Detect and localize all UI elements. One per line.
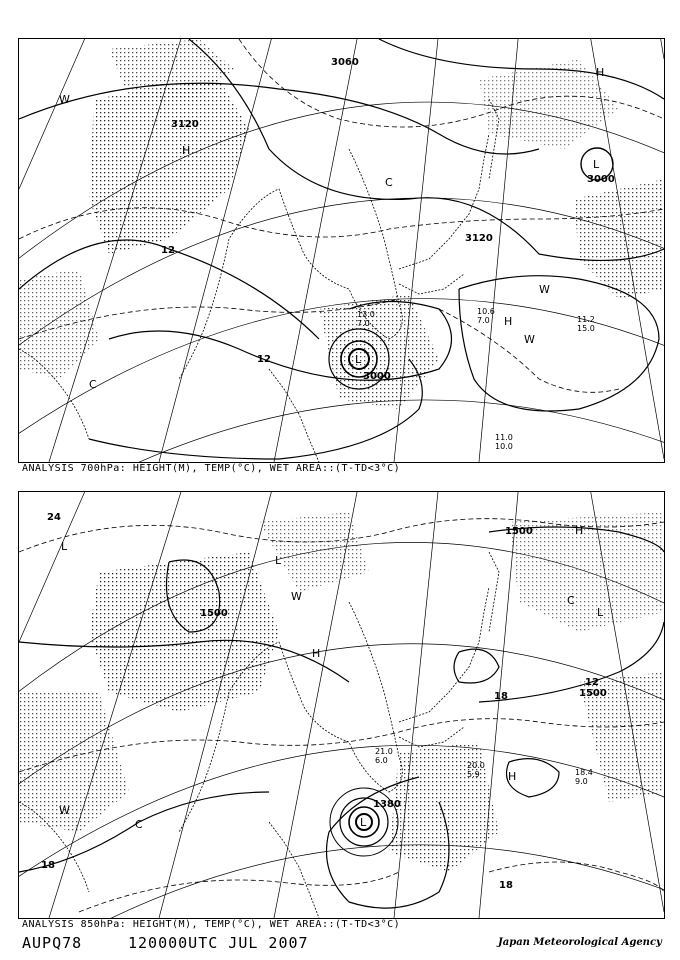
contour-label: 24 (47, 512, 61, 523)
station-temp: 21.0 (375, 747, 393, 756)
high-center-symbol: H (182, 144, 191, 157)
station-temp: 18.4 (575, 768, 593, 777)
contour-label: 18 (499, 880, 513, 891)
high-center-symbol: H (312, 647, 321, 660)
low-center-symbol: L (597, 606, 604, 619)
high-center-symbol: H (508, 770, 517, 783)
station-dewpoint-depression: 5.9 (467, 770, 480, 779)
warm-center-symbol: W (291, 590, 302, 603)
station-dewpoint-depression: 7.0 (477, 316, 490, 325)
station-dewpoint-depression: 7.0 (357, 319, 370, 328)
cold-center-symbol: C (135, 818, 143, 831)
cold-center-symbol: C (89, 378, 97, 391)
low-center-symbol: L (360, 816, 367, 829)
warm-center-symbol: W (524, 333, 535, 346)
low-center-symbol: L (275, 554, 282, 567)
station-temp: 11.2 (577, 315, 595, 324)
contour-label: 1380 (373, 799, 401, 810)
panel-caption-700hpa: ANALYSIS 700hPa: HEIGHT(M), TEMP(°C), WET AREA::(T-TD<3°C) (22, 463, 401, 474)
station-dewpoint-depression: 9.0 (575, 777, 588, 786)
contour-label: 1500 (579, 688, 607, 699)
contour-label: 18 (494, 691, 508, 702)
contour-label: 1500 (505, 526, 533, 537)
contour-label: 18 (41, 860, 55, 871)
panel-caption-850hpa: ANALYSIS 850hPa: HEIGHT(M), TEMP(°C), WET AREA::(T-TD<3°C) (22, 919, 401, 930)
station-dewpoint-depression: 6.0 (375, 756, 388, 765)
warm-center-symbol: W (59, 93, 70, 106)
contour-label: 12 (161, 245, 175, 256)
contour-label: 3120 (465, 233, 493, 244)
coastlines (19, 99, 499, 462)
bulletin-code: AUPQ78 (22, 934, 83, 952)
cold-center-symbol: C (567, 594, 575, 607)
warm-center-symbol: W (59, 804, 70, 817)
weather-map-850hpa (19, 492, 664, 918)
station-temp: 10.6 (477, 307, 495, 316)
station-temp: 20.0 (467, 761, 485, 770)
agency-credit: Japan Meteorological Agency (498, 937, 662, 948)
high-center-symbol: H (575, 524, 584, 537)
low-center-symbol: L (355, 353, 362, 366)
contour-label: 3120 (171, 119, 199, 130)
station-temp: 11.0 (495, 433, 513, 442)
low-center-symbol: L (61, 540, 68, 553)
low-center-symbol: L (593, 158, 600, 171)
weather-map-700hpa (19, 39, 664, 462)
contour-label: 12 (585, 677, 599, 688)
map-panel-700hpa (18, 38, 665, 463)
map-panel-850hpa (18, 491, 665, 919)
high-center-symbol: H (596, 66, 605, 79)
contour-label: 3000 (363, 371, 391, 382)
contour-label: 12 (257, 354, 271, 365)
contour-label: 3000 (587, 174, 615, 185)
cold-center-symbol: C (385, 176, 393, 189)
station-dewpoint-depression: 15.0 (577, 324, 595, 333)
station-temp: 13.0 (357, 310, 375, 319)
contour-label: 1500 (200, 608, 228, 619)
contour-label: 3060 (331, 57, 359, 68)
analysis-time: 120000UTC JUL 2007 (128, 934, 309, 952)
high-center-symbol: H (504, 315, 513, 328)
warm-center-symbol: W (539, 283, 550, 296)
station-dewpoint-depression: 10.0 (495, 442, 513, 451)
